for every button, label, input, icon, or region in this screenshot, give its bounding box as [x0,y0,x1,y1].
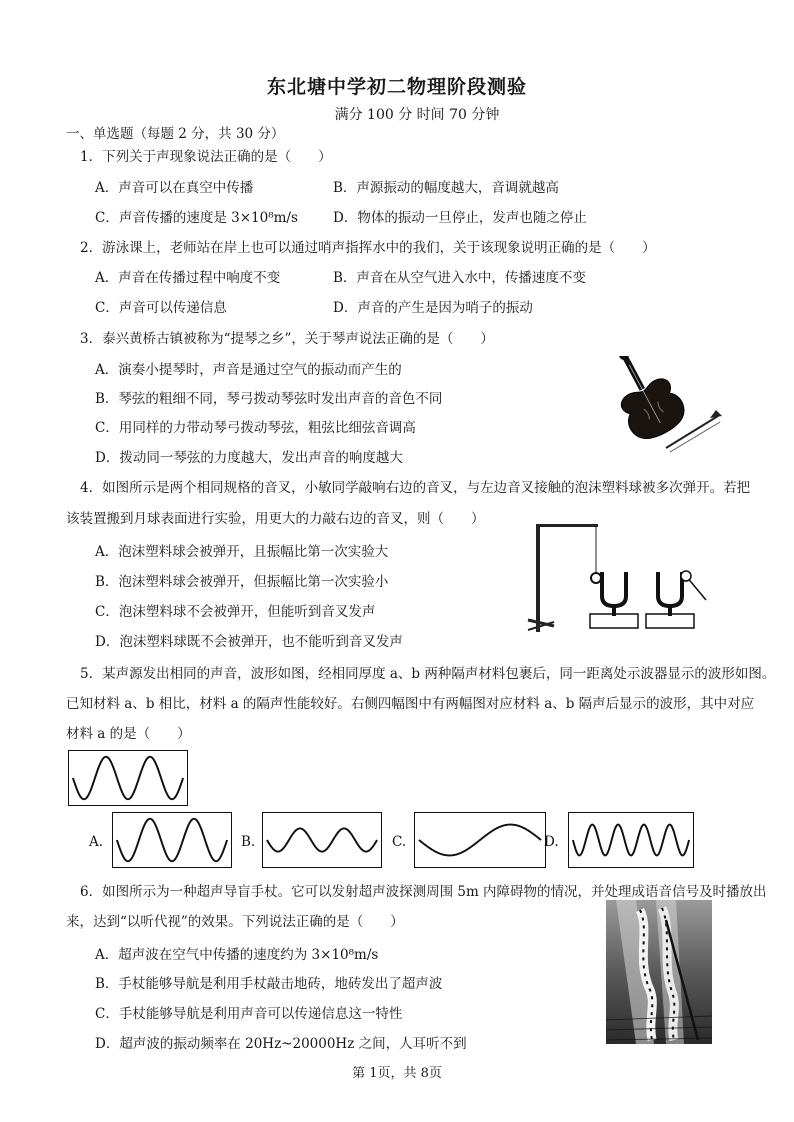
waveform-trace [117,819,227,861]
q6-option-b: B．手杖能够导航是利用手杖敲击地砖，地砖发出了超声波 [95,976,443,992]
q1-option-c: C．声音传播的速度是 3×10⁸m/s [95,210,298,226]
q5-waveform-a[interactable] [112,812,232,868]
q5-label-a: A. [89,834,104,850]
question-1-stem: 1．下列关于声现象说法正确的是（ ） [80,149,332,165]
waveform-trace [73,757,183,799]
q5-label-b: B. [241,834,256,850]
violin-image [600,356,726,456]
q5-waveform-c[interactable] [414,812,546,868]
q3-option-a: A．演奏小提琴时，声音是通过空气的振动而产生的 [95,362,402,378]
q3-option-d: D．拨动同一琴弦的力度越大，发出声音的响度越大 [95,450,403,466]
tuning-fork-diagram [518,516,718,640]
question-2-stem: 2．游泳课上，老师站在岸上也可以通过哨声指挥水中的我们，关于该现象说明正确的是（ ） [80,240,656,256]
q5-waveform-d[interactable] [568,812,694,868]
q4-option-a: A．泡沫塑料球会被弹开，且振幅比第一次实验大 [95,544,389,560]
q2-option-d: D．声音的产生是因为哨子的振动 [333,300,533,316]
waveform-trace [573,825,689,856]
question-5-stem-line2: 已知材料 a、b 相比，材料 a 的隔声性能较好。右侧四幅图中有两幅图对应材料 a、b 隔声后显示的波形，其中对应 [66,696,755,712]
q1-option-d: D．物体的振动一旦停止，发声也随之停止 [333,210,587,226]
original-waveform [68,750,188,806]
q6-option-c: C．手杖能够导航是利用声音可以传递信息这一特性 [95,1006,403,1022]
waveform-trace [267,828,377,851]
q3-option-c: C．用同样的力带动琴弓拨动琴弦，粗弦比细弦音调高 [95,420,416,436]
q4-option-c: C．泡沫塑料球不会被弹开，但能听到音叉发声 [95,604,376,620]
q2-option-c: C．声音可以传递信息 [95,300,227,316]
q4-option-d: D．泡沫塑料球既不会被弹开，也不能听到音叉发声 [95,634,403,650]
section-heading: 一、单选题（每题 2 分，共 30 分） [66,126,285,142]
question-3-stem: 3．泰兴黄桥古镇被称为“提琴之乡”，关于琴声说法正确的是（ ） [80,331,494,347]
q2-option-a: A．声音在传播过程中响度不变 [95,270,281,286]
q3-option-b: B．琴弦的粗细不同，琴弓拨动琴弦时发出声音的音色不同 [95,391,443,407]
q4-option-b: B．泡沫塑料球会被弹开，但振幅比第一次实验小 [95,574,389,590]
q5-waveform-b[interactable] [262,812,382,868]
question-5-stem-line3: 材料 a 的是（ ） [66,726,191,742]
q1-option-a: A．声音可以在真空中传播 [95,180,254,196]
question-4-stem-line2: 该装置搬到月球表面进行实验，用更大的力敲右边的音叉，则（ ） [66,511,485,527]
question-4-stem-line1: 4．如图所示是两个相同规格的音叉，小敏同学敲响右边的音叉，与左边音叉接触的泡沫塑料球被多次弹开。若把 [80,480,751,496]
q5-label-c: C. [392,834,407,850]
question-6-stem-line1: 6．如图所示为一种超声导盲手杖。它可以发射超声波探测周围 5m 内障碍物的情况，并处理成语音信号及时播放出 [80,884,767,900]
q2-option-b: B．声音在从空气进入水中，传播速度不变 [333,270,586,286]
exam-info: 满分 100 分 时间 70 分钟 [334,107,500,123]
page-title: 东北塘中学初二物理阶段测验 [266,76,527,98]
q6-option-a: A．超声波在空气中传播的速度约为 3×10⁸m/s [95,947,379,963]
question-5-stem-line1: 5．某声源发出相同的声音，波形如图，经相同厚度 a、b 两种隔声材料包裹后，同一距离处示波器显示的波形如图。 [80,666,776,682]
q1-option-b: B．声源振动的幅度越大，音调就越高 [333,180,559,196]
blind-cane-photo [606,900,712,1044]
q5-label-d: D. [544,834,559,850]
question-6-stem-line2: 来，达到“以听代视”的效果。下列说法正确的是（ ） [66,914,404,930]
q6-option-d: D．超声波的振动频率在 20Hz~20000Hz 之间，人耳听不到 [95,1036,467,1052]
page-number: 第 1页，共 8页 [352,1066,442,1081]
waveform-trace [419,825,541,856]
